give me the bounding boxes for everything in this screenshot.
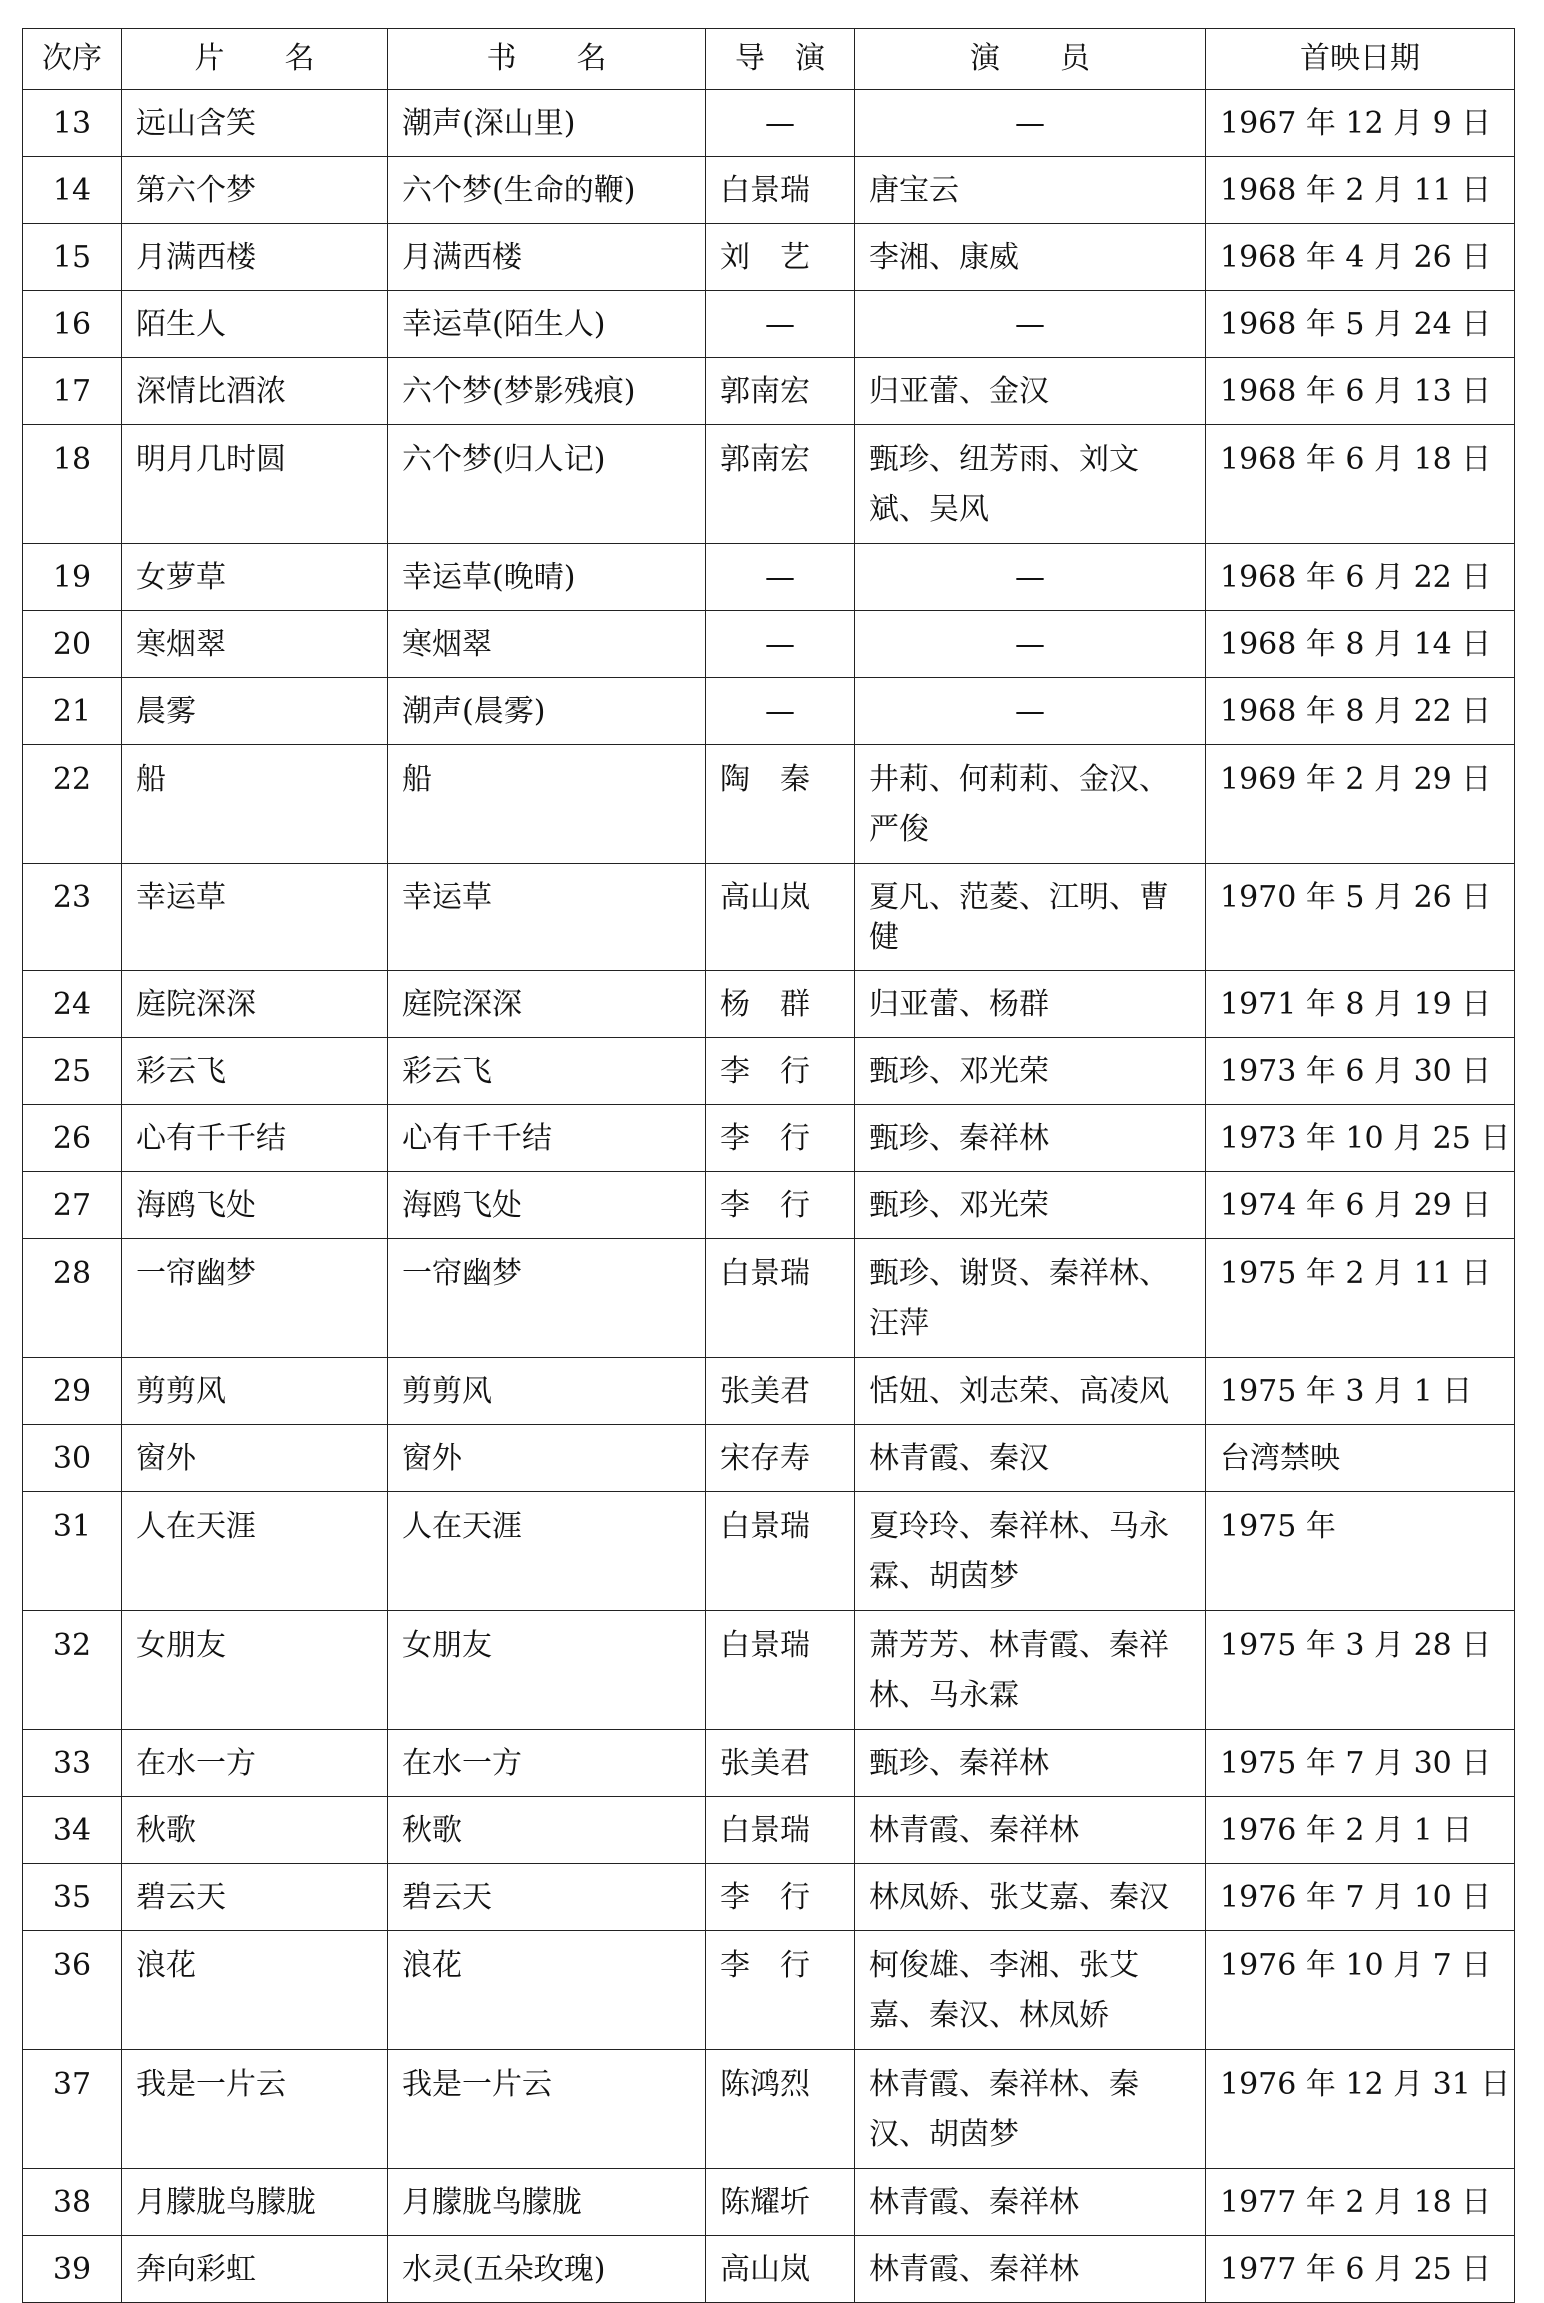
- header-row: [23, 29, 1515, 90]
- cell-premiere-date: 1973 年 10 月 25 日: [1206, 1105, 1515, 1172]
- header-film-title: 片 名: [122, 29, 388, 90]
- cell-film-title: 我是一片云: [122, 2050, 388, 2169]
- cell-actors: 柯俊雄、李湘、张艾嘉、秦汉、林凤娇: [855, 1931, 1206, 2050]
- cell-book-title: 心有千千结: [388, 1105, 706, 1172]
- table-row: [23, 1038, 1515, 1105]
- cell-order: 21: [23, 678, 122, 745]
- table-row: [23, 745, 1515, 864]
- cell-order: 18: [23, 425, 122, 544]
- cell-premiere-date: 1974 年 6 月 29 日: [1206, 1172, 1515, 1239]
- cell-order: 35: [23, 1864, 122, 1931]
- cell-actors: 甄珍、秦祥林: [855, 1730, 1206, 1797]
- cell-book-title: 六个梦(归人记): [388, 425, 706, 544]
- cell-book-title: 我是一片云: [388, 2050, 706, 2169]
- cell-film-title: 寒烟翠: [122, 611, 388, 678]
- cell-director: 高山岚: [706, 864, 855, 971]
- table-row: [23, 157, 1515, 224]
- cell-film-title: 秋歌: [122, 1797, 388, 1864]
- cell-premiere-date: 1975 年 2 月 11 日: [1206, 1239, 1515, 1358]
- cell-film-title: 月满西楼: [122, 224, 388, 291]
- cell-director: 李 行: [706, 1105, 855, 1172]
- cell-order: 36: [23, 1931, 122, 2050]
- cell-order: 24: [23, 971, 122, 1038]
- table-body: [23, 90, 1515, 2303]
- cell-film-title: 幸运草: [122, 864, 388, 971]
- table-row: [23, 1931, 1515, 2050]
- table-row: [23, 1358, 1515, 1425]
- cell-premiere-date: 1970 年 5 月 26 日: [1206, 864, 1515, 971]
- cell-premiere-date: 1968 年 2 月 11 日: [1206, 157, 1515, 224]
- cell-director: —: [706, 611, 855, 678]
- cell-premiere-date: 台湾禁映: [1206, 1425, 1515, 1492]
- cell-order: 16: [23, 291, 122, 358]
- cell-director: 宋存寿: [706, 1425, 855, 1492]
- table-row: [23, 611, 1515, 678]
- cell-book-title: 一帘幽梦: [388, 1239, 706, 1358]
- table-row: [23, 544, 1515, 611]
- cell-order: 20: [23, 611, 122, 678]
- cell-director: 陈耀圻: [706, 2169, 855, 2236]
- cell-book-title: 六个梦(梦影残痕): [388, 358, 706, 425]
- cell-order: 25: [23, 1038, 122, 1105]
- table-row: [23, 90, 1515, 157]
- cell-film-title: 海鸥飞处: [122, 1172, 388, 1239]
- cell-film-title: 在水一方: [122, 1730, 388, 1797]
- cell-order: 22: [23, 745, 122, 864]
- cell-director: 李 行: [706, 1864, 855, 1931]
- cell-order: 37: [23, 2050, 122, 2169]
- cell-premiere-date: 1976 年 7 月 10 日: [1206, 1864, 1515, 1931]
- cell-order: 23: [23, 864, 122, 971]
- cell-film-title: 彩云飞: [122, 1038, 388, 1105]
- cell-director: 白景瑞: [706, 1611, 855, 1730]
- cell-book-title: 幸运草(晚晴): [388, 544, 706, 611]
- table-row: [23, 1239, 1515, 1358]
- cell-film-title: 剪剪风: [122, 1358, 388, 1425]
- cell-book-title: 幸运草: [388, 864, 706, 971]
- cell-film-title: 第六个梦: [122, 157, 388, 224]
- cell-book-title: 月朦胧鸟朦胧: [388, 2169, 706, 2236]
- cell-premiere-date: 1975 年 3 月 28 日: [1206, 1611, 1515, 1730]
- cell-book-title: 在水一方: [388, 1730, 706, 1797]
- cell-premiere-date: 1973 年 6 月 30 日: [1206, 1038, 1515, 1105]
- cell-book-title: 水灵(五朵玫瑰): [388, 2236, 706, 2303]
- cell-director: —: [706, 291, 855, 358]
- cell-order: 30: [23, 1425, 122, 1492]
- cell-actors: —: [855, 544, 1206, 611]
- cell-actors: 夏玲玲、秦祥林、马永霖、胡茵梦: [855, 1492, 1206, 1611]
- cell-director: 白景瑞: [706, 1797, 855, 1864]
- cell-director: 白景瑞: [706, 1239, 855, 1358]
- cell-actors: 恬妞、刘志荣、高凌风: [855, 1358, 1206, 1425]
- cell-director: 郭南宏: [706, 425, 855, 544]
- cell-premiere-date: 1967 年 12 月 9 日: [1206, 90, 1515, 157]
- cell-premiere-date: 1968 年 8 月 14 日: [1206, 611, 1515, 678]
- cell-book-title: 浪花: [388, 1931, 706, 2050]
- header-book-title: 书 名: [388, 29, 706, 90]
- table-row: [23, 291, 1515, 358]
- cell-director: 白景瑞: [706, 157, 855, 224]
- cell-order: 38: [23, 2169, 122, 2236]
- cell-actors: —: [855, 90, 1206, 157]
- cell-order: 32: [23, 1611, 122, 1730]
- header-premiere-date: 首映日期: [1206, 29, 1515, 90]
- cell-order: 17: [23, 358, 122, 425]
- cell-film-title: 女萝草: [122, 544, 388, 611]
- cell-book-title: 秋歌: [388, 1797, 706, 1864]
- cell-premiere-date: 1971 年 8 月 19 日: [1206, 971, 1515, 1038]
- cell-book-title: 寒烟翠: [388, 611, 706, 678]
- cell-book-title: 窗外: [388, 1425, 706, 1492]
- cell-premiere-date: 1976 年 10 月 7 日: [1206, 1931, 1515, 2050]
- cell-premiere-date: 1968 年 5 月 24 日: [1206, 291, 1515, 358]
- cell-order: 14: [23, 157, 122, 224]
- cell-order: 33: [23, 1730, 122, 1797]
- cell-order: 31: [23, 1492, 122, 1611]
- cell-director: 高山岚: [706, 2236, 855, 2303]
- table-row: [23, 2236, 1515, 2303]
- table-row: [23, 2169, 1515, 2236]
- cell-order: 28: [23, 1239, 122, 1358]
- cell-order: 15: [23, 224, 122, 291]
- table-row: [23, 1864, 1515, 1931]
- cell-book-title: 幸运草(陌生人): [388, 291, 706, 358]
- cell-director: —: [706, 544, 855, 611]
- cell-actors: 萧芳芳、林青霞、秦祥林、马永霖: [855, 1611, 1206, 1730]
- cell-director: 李 行: [706, 1038, 855, 1105]
- cell-premiere-date: 1975 年: [1206, 1492, 1515, 1611]
- cell-director: 陶 秦: [706, 745, 855, 864]
- table-header: [23, 29, 1515, 90]
- table-row: [23, 1172, 1515, 1239]
- cell-actors: 甄珍、邓光荣: [855, 1172, 1206, 1239]
- cell-actors: 唐宝云: [855, 157, 1206, 224]
- cell-book-title: 碧云天: [388, 1864, 706, 1931]
- header-actors: 演 员: [855, 29, 1206, 90]
- cell-actors: 林凤娇、张艾嘉、秦汉: [855, 1864, 1206, 1931]
- cell-premiere-date: 1968 年 6 月 18 日: [1206, 425, 1515, 544]
- cell-film-title: 陌生人: [122, 291, 388, 358]
- cell-book-title: 潮声(深山里): [388, 90, 706, 157]
- cell-actors: 甄珍、邓光荣: [855, 1038, 1206, 1105]
- cell-actors: 夏凡、范菱、江明、曹健: [855, 864, 1206, 971]
- cell-actors: 林青霞、秦祥林: [855, 2236, 1206, 2303]
- cell-actors: —: [855, 611, 1206, 678]
- film-table: [22, 28, 1515, 2303]
- cell-film-title: 船: [122, 745, 388, 864]
- cell-director: 刘 艺: [706, 224, 855, 291]
- cell-film-title: 奔向彩虹: [122, 2236, 388, 2303]
- table-row: [23, 1797, 1515, 1864]
- cell-premiere-date: 1975 年 3 月 1 日: [1206, 1358, 1515, 1425]
- table-row: [23, 1611, 1515, 1730]
- cell-director: 张美君: [706, 1358, 855, 1425]
- cell-book-title: 月满西楼: [388, 224, 706, 291]
- cell-book-title: 六个梦(生命的鞭): [388, 157, 706, 224]
- cell-premiere-date: 1977 年 2 月 18 日: [1206, 2169, 1515, 2236]
- cell-book-title: 庭院深深: [388, 971, 706, 1038]
- cell-book-title: 船: [388, 745, 706, 864]
- cell-book-title: 剪剪风: [388, 1358, 706, 1425]
- cell-premiere-date: 1976 年 2 月 1 日: [1206, 1797, 1515, 1864]
- table-row: [23, 678, 1515, 745]
- cell-director: —: [706, 90, 855, 157]
- table-row: [23, 2050, 1515, 2169]
- cell-film-title: 窗外: [122, 1425, 388, 1492]
- table-row: [23, 1730, 1515, 1797]
- cell-actors: 归亚蕾、金汉: [855, 358, 1206, 425]
- cell-director: 陈鸿烈: [706, 2050, 855, 2169]
- cell-order: 13: [23, 90, 122, 157]
- table-row: [23, 425, 1515, 544]
- cell-premiere-date: 1968 年 8 月 22 日: [1206, 678, 1515, 745]
- cell-film-title: 浪花: [122, 1931, 388, 2050]
- table-row: [23, 224, 1515, 291]
- header-order: 次序: [23, 29, 122, 90]
- table-row: [23, 1425, 1515, 1492]
- cell-film-title: 晨雾: [122, 678, 388, 745]
- cell-order: 19: [23, 544, 122, 611]
- cell-actors: 甄珍、纽芳雨、刘文斌、吴风: [855, 425, 1206, 544]
- cell-director: 李 行: [706, 1931, 855, 2050]
- cell-film-title: 人在天涯: [122, 1492, 388, 1611]
- cell-actors: 林青霞、秦祥林: [855, 1797, 1206, 1864]
- header-director: 导 演: [706, 29, 855, 90]
- cell-actors: —: [855, 678, 1206, 745]
- cell-actors: 林青霞、秦祥林、秦汉、胡茵梦: [855, 2050, 1206, 2169]
- cell-actors: 林青霞、秦汉: [855, 1425, 1206, 1492]
- cell-book-title: 海鸥飞处: [388, 1172, 706, 1239]
- table-row: [23, 864, 1515, 971]
- cell-film-title: 一帘幽梦: [122, 1239, 388, 1358]
- table-row: [23, 1492, 1515, 1611]
- cell-book-title: 彩云飞: [388, 1038, 706, 1105]
- cell-order: 26: [23, 1105, 122, 1172]
- cell-film-title: 碧云天: [122, 1864, 388, 1931]
- cell-actors: 李湘、康威: [855, 224, 1206, 291]
- cell-premiere-date: 1968 年 6 月 22 日: [1206, 544, 1515, 611]
- cell-actors: 归亚蕾、杨群: [855, 971, 1206, 1038]
- cell-director: 郭南宏: [706, 358, 855, 425]
- cell-book-title: 潮声(晨雾): [388, 678, 706, 745]
- cell-director: 杨 群: [706, 971, 855, 1038]
- table-row: [23, 971, 1515, 1038]
- cell-actors: 甄珍、秦祥林: [855, 1105, 1206, 1172]
- cell-order: 27: [23, 1172, 122, 1239]
- cell-actors: 甄珍、谢贤、秦祥林、汪萍: [855, 1239, 1206, 1358]
- cell-premiere-date: 1975 年 7 月 30 日: [1206, 1730, 1515, 1797]
- cell-film-title: 庭院深深: [122, 971, 388, 1038]
- table-row: [23, 358, 1515, 425]
- cell-film-title: 远山含笑: [122, 90, 388, 157]
- cell-premiere-date: 1976 年 12 月 31 日: [1206, 2050, 1515, 2169]
- cell-film-title: 明月几时圆: [122, 425, 388, 544]
- cell-director: 白景瑞: [706, 1492, 855, 1611]
- cell-order: 29: [23, 1358, 122, 1425]
- cell-premiere-date: 1968 年 4 月 26 日: [1206, 224, 1515, 291]
- cell-premiere-date: 1977 年 6 月 25 日: [1206, 2236, 1515, 2303]
- cell-order: 34: [23, 1797, 122, 1864]
- cell-director: 李 行: [706, 1172, 855, 1239]
- cell-film-title: 月朦胧鸟朦胧: [122, 2169, 388, 2236]
- cell-film-title: 女朋友: [122, 1611, 388, 1730]
- cell-order: 39: [23, 2236, 122, 2303]
- cell-premiere-date: 1968 年 6 月 13 日: [1206, 358, 1515, 425]
- cell-film-title: 深情比酒浓: [122, 358, 388, 425]
- cell-director: 张美君: [706, 1730, 855, 1797]
- cell-premiere-date: 1969 年 2 月 29 日: [1206, 745, 1515, 864]
- cell-book-title: 女朋友: [388, 1611, 706, 1730]
- cell-film-title: 心有千千结: [122, 1105, 388, 1172]
- cell-actors: 林青霞、秦祥林: [855, 2169, 1206, 2236]
- table-row: [23, 1105, 1515, 1172]
- cell-director: —: [706, 678, 855, 745]
- cell-actors: 井莉、何莉莉、金汉、严俊: [855, 745, 1206, 864]
- cell-actors: —: [855, 291, 1206, 358]
- cell-book-title: 人在天涯: [388, 1492, 706, 1611]
